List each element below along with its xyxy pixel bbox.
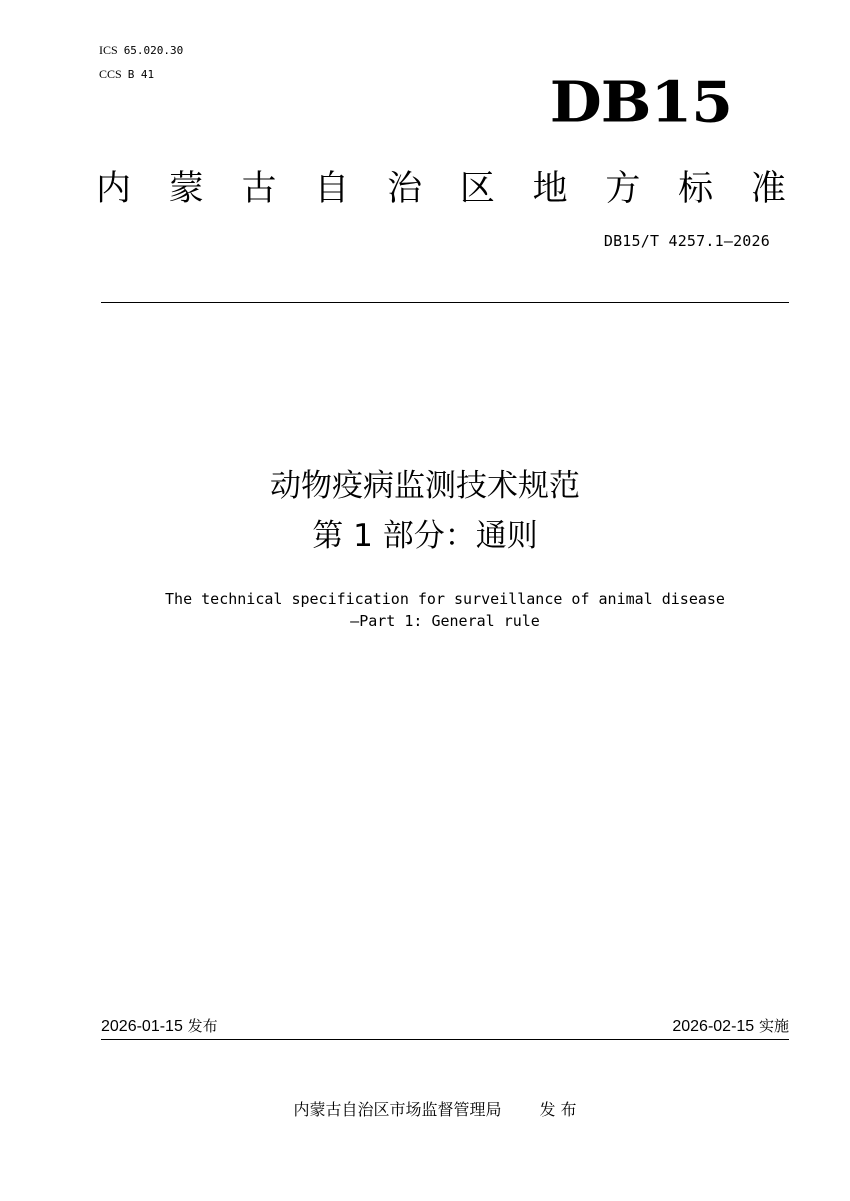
implementation-date (672, 1016, 789, 1037)
ics-code (99, 42, 183, 59)
standard-type-heading (96, 162, 786, 210)
standard-type-char: 标 (678, 169, 714, 209)
release-date-value: 2026-01-15 (101, 1018, 183, 1035)
release-date-label: 发布 (187, 1017, 218, 1035)
ics-value: 65.020.30 (123, 44, 184, 57)
standard-type-char: 治 (387, 169, 423, 209)
publisher-line (0, 1099, 850, 1121)
release-date (101, 1016, 218, 1037)
standard-type-char: 地 (532, 169, 568, 209)
top-divider (101, 302, 789, 303)
ccs-label: CCS (99, 67, 122, 81)
ccs-code (99, 66, 154, 83)
standard-type-char: 方 (605, 169, 641, 209)
publisher-name: 内蒙古自治区市场监督管理局 (293, 1100, 502, 1119)
ccs-value: B 41 (127, 68, 155, 81)
standard-type-char: 自 (314, 169, 350, 209)
standard-type-char: 区 (459, 169, 495, 209)
standard-type-char: 蒙 (168, 169, 204, 209)
standard-logo: DB15 (549, 70, 732, 136)
standard-number: DB15/T 4257.1—2026 (603, 232, 770, 250)
title-chinese-main: 动物疫病监测技术规范 (270, 468, 580, 504)
ics-label: ICS (99, 43, 118, 57)
implementation-date-value: 2026-02-15 (672, 1018, 755, 1035)
standard-type-char: 古 (241, 169, 277, 209)
title-english-main: The technical specification for surveillance of animal disease (165, 590, 725, 608)
publisher-action: 发 布 (539, 1100, 577, 1119)
title-english-sub: —Part 1: General rule (350, 612, 540, 630)
title-chinese-sub: 第 1 部分：通则 (312, 518, 538, 554)
standard-type-char: 内 (96, 169, 132, 209)
standard-type-char: 准 (750, 169, 786, 209)
bottom-divider (101, 1039, 789, 1040)
implementation-date-label: 实施 (758, 1017, 789, 1035)
